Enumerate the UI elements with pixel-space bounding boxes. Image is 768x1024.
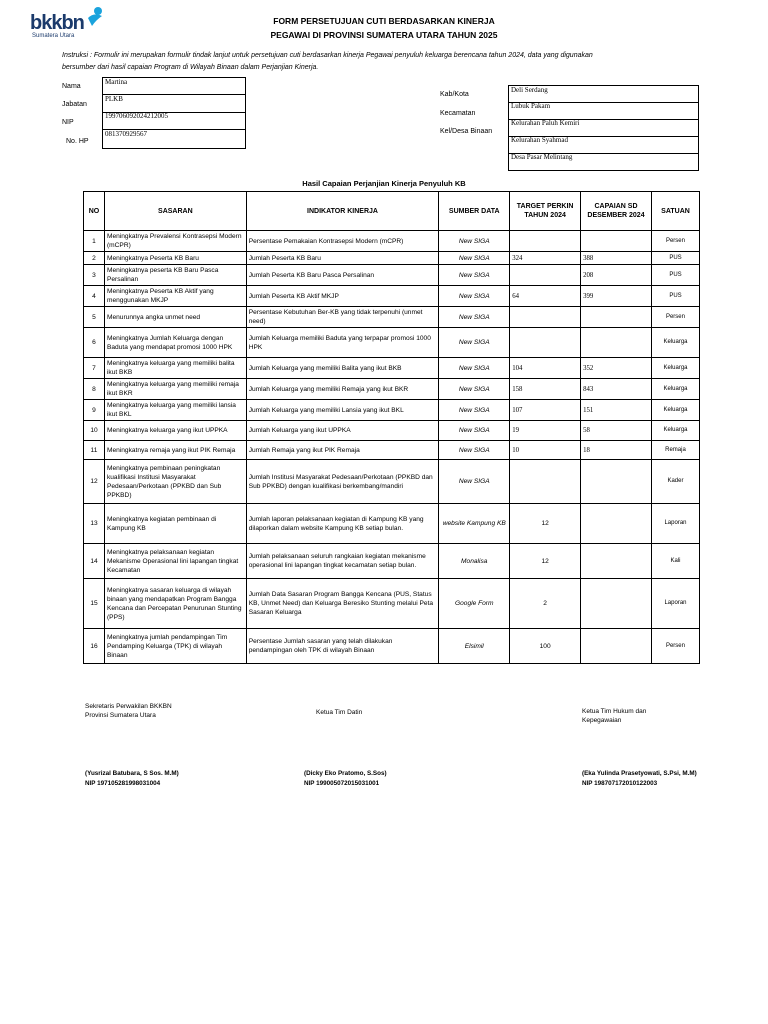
row-satuan: Persen [651,629,699,664]
sig-left-nip: NIP 197105281998031004 [85,780,161,787]
row-target: 12 [510,544,581,579]
row-no: 13 [84,504,105,544]
instruction-line-2: bersumber dari hasil capaian Program di Wilayah Binaan dalam Perjanjian Kinerja. [62,64,319,71]
row-indikator: Jumlah Keluarga memiliki Baduta yang terpapar promosi 1000 HPK [246,328,439,358]
row-sumber: New SIGA [439,421,510,441]
row-no: 12 [84,460,105,504]
kab-label: Kab/Kota [440,91,469,98]
kel-field-3[interactable]: Desa Pasar Melintang [508,153,699,171]
row-sasaran: Meningkatnya keluarga yang ikut UPPKA [104,421,246,441]
nama-field[interactable]: Martina [102,77,246,95]
jabatan-field[interactable]: PLKB [102,95,246,113]
row-capaian: 843 [581,379,652,400]
row-sumber: New SIGA [439,358,510,379]
instruction-line-1: Instruksi : Formulir ini merupakan formulir tindak lanjut untuk persetujuan cuti berdasarkan kinerja Pegawai penyuluh keluarga berencana tahun 2024, data yang digunakan [62,52,593,59]
row-sumber: New SIGA [439,400,510,421]
row-sasaran: Meningkatnya sasaran keluarga di wilayah binaan yang mendapatkan Program Bangga Kencana dan Percepatan Penurunan Stunting (PPS) [104,579,246,629]
row-sasaran: Meningkatnya peserta KB Baru Pasca Persalinan [104,265,246,286]
row-indikator: Persentase Jumlah sasaran yang telah dilakukan pendampingan oleh TPK di wilayah Binaan [246,629,439,664]
row-satuan: PUS [651,252,699,265]
row-target: 107 [510,400,581,421]
sig-left-title-2: Provinsi Sumatera Utara [85,712,156,719]
row-indikator: Persentase Kebutuhan Ber-KB yang tidak terpenuhi (unmet need) [246,307,439,328]
row-capaian [581,579,652,629]
header-satuan: SATUAN [651,192,699,231]
row-satuan: Laporan [651,579,699,629]
header-sumber: SUMBER DATA [439,192,510,231]
row-no: 3 [84,265,105,286]
row-target [510,460,581,504]
header-capaian: CAPAIAN SD DESEMBER 2024 [581,192,652,231]
row-indikator: Persentase Pemakaian Kontrasepsi Modern (mCPR) [246,231,439,252]
row-capaian: 352 [581,358,652,379]
table-row [84,504,700,544]
row-target: 19 [510,421,581,441]
row-indikator: Jumlah Remaja yang ikut PIK Remaja [246,441,439,460]
kec-label: Kecamatan [440,110,476,117]
table-row [84,379,700,400]
sig-left-title-1: Sekretaris Perwakilan BKKBN [85,703,172,710]
row-sumber: New SIGA [439,460,510,504]
hp-field[interactable]: 081370929567 [102,130,246,149]
row-no: 11 [84,441,105,460]
table-row [84,265,700,286]
row-indikator: Jumlah Peserta KB Aktif MKJP [246,286,439,307]
row-capaian: 58 [581,421,652,441]
sig-mid-name: (Dicky Eko Pratomo, S.Sos) [304,770,387,777]
row-sumber: New SIGA [439,379,510,400]
table-row [84,629,700,664]
hp-label: No. HP [66,138,89,145]
row-target: 158 [510,379,581,400]
row-satuan: Keluarga [651,400,699,421]
row-sasaran: Meningkatnya Prevalensi Kontrasepsi Modern (mCPR) [104,231,246,252]
table-row [84,358,700,379]
row-no: 1 [84,231,105,252]
row-sasaran: Meningkatnya remaja yang ikut PIK Remaja [104,441,246,460]
row-no: 8 [84,379,105,400]
kab-field[interactable]: Deli Serdang [508,85,699,103]
row-sasaran: Meningkatnya pembinaan peningkatan kualifikasi Institusi Masyarakat Pedesaan/Perkotaan (PPKBD dan Sub PPKBD) [104,460,246,504]
row-satuan: Keluarga [651,421,699,441]
row-target: 10 [510,441,581,460]
row-sumber: New SIGA [439,265,510,286]
table-row [84,421,700,441]
row-indikator: Jumlah Data Sasaran Program Bangga Kencana (PUS, Status KB, Unmet Need) dan Keluarga Beresiko Stunting melalui Peta Sasaran Keluarga [246,579,439,629]
row-no: 9 [84,400,105,421]
row-target [510,265,581,286]
row-satuan: Keluarga [651,379,699,400]
sig-left-name: (Yusrizal Batubara, S Sos. M.M) [85,770,179,777]
row-sumber: New SIGA [439,307,510,328]
row-target: 2 [510,579,581,629]
row-capaian [581,544,652,579]
row-satuan: Keluarga [651,328,699,358]
row-capaian: 399 [581,286,652,307]
header-sasaran: SASARAN [104,192,246,231]
row-target: 324 [510,252,581,265]
sig-right-name: (Eka Yulinda Prasetyowati, S.Psi, M.M) [582,770,697,777]
table-row [84,400,700,421]
row-sasaran: Menurunnya angka unmet need [104,307,246,328]
table-row [84,328,700,358]
row-sumber: Elsimil [439,629,510,664]
row-sumber: New SIGA [439,252,510,265]
row-sasaran: Meningkatnya Peserta KB Aktif yang menggunakan MKJP [104,286,246,307]
kel-field-2[interactable]: Kelurahan Syahmad [508,136,699,154]
row-indikator: Jumlah pelaksanaan seluruh rangkaian kegiatan mekanisme operasional lini lapangan tingkat kecamatan setiap bulan. [246,544,439,579]
row-capaian [581,231,652,252]
row-sasaran: Meningkatnya pelaksanaan kegiatan Mekanisme Operasional lini lapangan tingkat Kecamatan [104,544,246,579]
row-indikator: Jumlah Keluarga yang ikut UPPKA [246,421,439,441]
nip-field[interactable]: 199706092024212005 [102,112,246,130]
row-no: 4 [84,286,105,307]
table-row [84,579,700,629]
row-indikator: Jumlah laporan pelaksanaan kegiatan di Kampung KB yang dilaporkan dalam website Kampung KB setiap bulan. [246,504,439,544]
jabatan-label: Jabatan [62,101,87,108]
row-sasaran: Meningkatnya keluarga yang memiliki balita ikut BKB [104,358,246,379]
row-indikator: Jumlah Keluarga yang memiliki Balita yang ikut BKB [246,358,439,379]
row-target: 12 [510,504,581,544]
row-satuan: PUS [651,265,699,286]
row-sumber: website Kampung KB [439,504,510,544]
row-no: 2 [84,252,105,265]
row-target [510,307,581,328]
table-title: Hasil Capaian Perjanjian Kinerja Penyuluh KB [302,179,466,188]
row-satuan: Kali [651,544,699,579]
row-capaian: 388 [581,252,652,265]
sig-right-nip: NIP 198707172010122003 [582,780,658,787]
row-no: 15 [84,579,105,629]
row-capaian: 151 [581,400,652,421]
sig-right-title-2: Kepegawaian [582,717,622,724]
row-capaian [581,307,652,328]
row-capaian [581,504,652,544]
kec-field[interactable]: Lubuk Pakam [508,102,699,120]
table-header-row [84,192,700,231]
row-capaian [581,460,652,504]
table-row [84,307,700,328]
row-indikator: Jumlah Keluarga yang memiliki Remaja yang ikut BKR [246,379,439,400]
table-row [84,460,700,504]
row-sumber: New SIGA [439,231,510,252]
header-indikator: INDIKATOR KINERJA [246,192,439,231]
row-target [510,328,581,358]
logo-sub: Sumatera Utara [32,33,75,39]
row-no: 5 [84,307,105,328]
nama-label: Nama [62,83,81,90]
row-no: 10 [84,421,105,441]
row-satuan: Laporan [651,504,699,544]
form-title-1: FORM PERSETUJUAN CUTI BERDASARKAN KINERJA [273,16,495,26]
row-indikator: Jumlah Keluarga yang memiliki Lansia yang ikut BKL [246,400,439,421]
row-sumber: New SIGA [439,441,510,460]
table-row [84,441,700,460]
table-row [84,231,700,252]
row-sasaran: Meningkatnya keluarga yang memiliki lansia ikut BKL [104,400,246,421]
row-sumber: Google Form [439,579,510,629]
row-sasaran: Meningkatnya Peserta KB Baru [104,252,246,265]
row-satuan: Kader [651,460,699,504]
row-sasaran: Meningkatnya kegiatan pembinaan di Kampung KB [104,504,246,544]
row-target [510,231,581,252]
sig-mid-title: Ketua Tim Datin [316,709,363,716]
row-target: 100 [510,629,581,664]
form-title-2: PEGAWAI DI PROVINSI SUMATERA UTARA TAHUN 2025 [270,30,498,40]
header-target: TARGET PERKIN TAHUN 2024 [510,192,581,231]
row-sasaran: Meningkatnya keluarga yang memiliki remaja ikut BKR [104,379,246,400]
row-capaian: 18 [581,441,652,460]
row-capaian [581,629,652,664]
kel-label: Kel/Desa Binaan [440,128,493,135]
table-row [84,286,700,307]
row-capaian [581,328,652,358]
row-no: 7 [84,358,105,379]
row-satuan: Persen [651,307,699,328]
row-target: 104 [510,358,581,379]
logo-brand: bkkbn [30,12,84,34]
row-no: 14 [84,544,105,579]
table-row [84,544,700,579]
row-satuan: Remaja [651,441,699,460]
table-row [84,252,700,265]
row-satuan: Keluarga [651,358,699,379]
row-indikator: Jumlah Institusi Masyarakat Pedesaan/Perkotaan (PPKBD dan Sub PPKBD) dengan kualifikasi berkembang/mandiri [246,460,439,504]
row-indikator: Jumlah Peserta KB Baru Pasca Persalinan [246,265,439,286]
header-no: NO [84,192,105,231]
performance-table [83,191,700,664]
row-satuan: Persen [651,231,699,252]
row-no: 6 [84,328,105,358]
nip-label: NIP [62,119,74,126]
sig-right-title-1: Ketua Tim Hukum dan [582,708,647,715]
row-sumber: Monalisa [439,544,510,579]
row-no: 16 [84,629,105,664]
row-capaian: 208 [581,265,652,286]
kel-field-1[interactable]: Kelurahan Paluh Kemiri [508,119,699,137]
row-satuan: PUS [651,286,699,307]
row-sasaran: Meningkatnya jumlah pendampingan Tim Pendamping Keluarga (TPK) di wilayah Binaan [104,629,246,664]
sig-mid-nip: NIP 199005072015031001 [304,780,380,787]
row-indikator: Jumlah Peserta KB Baru [246,252,439,265]
row-sumber: New SIGA [439,328,510,358]
row-sasaran: Meningkatnya Jumlah Keluarga dengan Baduta yang mendapat promosi 1000 HPK [104,328,246,358]
row-target: 64 [510,286,581,307]
row-sumber: New SIGA [439,286,510,307]
